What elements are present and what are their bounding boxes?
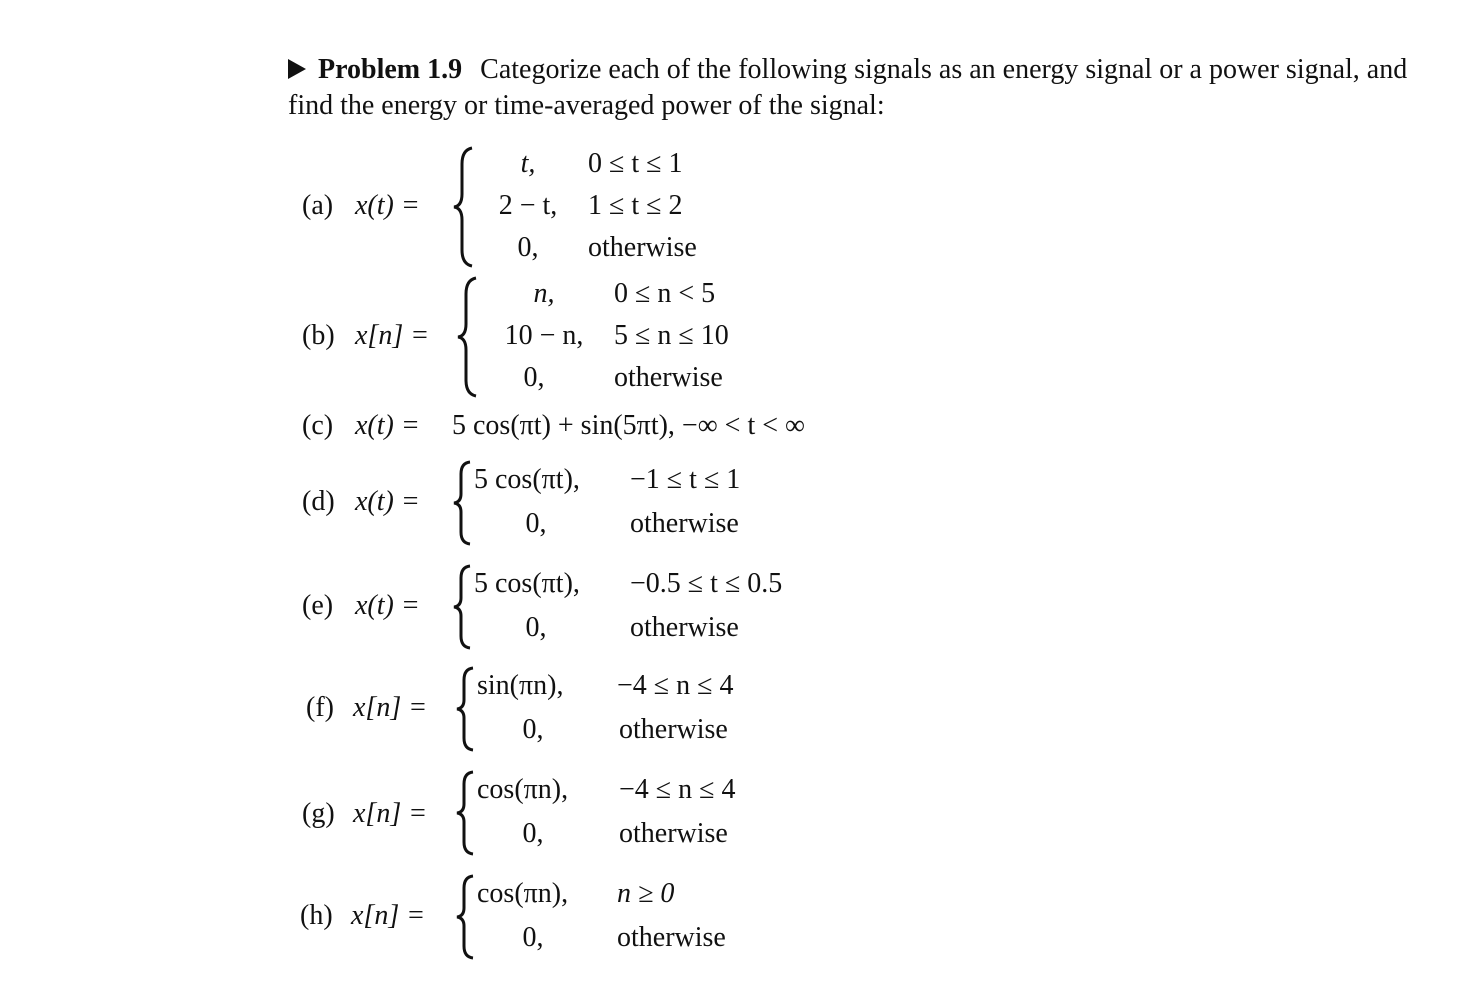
problem-statement bbox=[288, 52, 1438, 124]
case-expr: 0, bbox=[517, 232, 539, 263]
item-lhs: x(t) = bbox=[355, 410, 420, 441]
item-lhs: x(t) = bbox=[355, 486, 420, 517]
item-label: (d) bbox=[302, 486, 335, 517]
left-brace-icon bbox=[455, 666, 477, 752]
item-label: (b) bbox=[302, 320, 335, 351]
case-expr: 5 cos(πt), bbox=[474, 568, 580, 599]
item-label: (g) bbox=[302, 798, 335, 829]
item-lhs: x(t) = bbox=[355, 190, 420, 221]
case-cond: 0 ≤ n < 5 bbox=[614, 278, 716, 309]
triangle-arrow-icon bbox=[288, 59, 306, 79]
case-expr: cos(πn), bbox=[477, 878, 569, 909]
left-brace-icon bbox=[455, 770, 477, 856]
case-cond: otherwise bbox=[619, 818, 728, 849]
left-brace-icon bbox=[452, 146, 476, 268]
case-expr: 2 − t, bbox=[498, 190, 558, 221]
case-cond: otherwise bbox=[630, 508, 739, 539]
case-expr: 0, bbox=[522, 714, 544, 745]
case-expr: 0, bbox=[525, 612, 547, 643]
case-cond: n ≥ 0 bbox=[617, 878, 675, 909]
item-lhs: x[n] = bbox=[355, 320, 430, 351]
case-cond: −1 ≤ t ≤ 1 bbox=[630, 464, 741, 495]
case-cond: otherwise bbox=[588, 232, 697, 263]
case-cond: 1 ≤ t ≤ 2 bbox=[588, 190, 683, 221]
item-label: (f) bbox=[306, 692, 334, 723]
left-brace-icon bbox=[456, 276, 480, 398]
case-expr: sin(πn), bbox=[477, 670, 564, 701]
case-cond: −0.5 ≤ t ≤ 0.5 bbox=[630, 568, 783, 599]
left-brace-icon bbox=[455, 874, 477, 960]
case-cond: 5 ≤ n ≤ 10 bbox=[614, 320, 729, 351]
item-expression: 5 cos(πt) + sin(5πt), −∞ < t < ∞ bbox=[452, 410, 805, 441]
case-cond: otherwise bbox=[630, 612, 739, 643]
case-expr: 0, bbox=[525, 508, 547, 539]
case-cond: −4 ≤ n ≤ 4 bbox=[617, 670, 734, 701]
item-label: (h) bbox=[300, 900, 333, 931]
problem-text: Categorize each of the following signals as an energy signal or a power signal, and find the energy or time-averaged power of the signal: bbox=[288, 54, 1408, 121]
left-brace-icon bbox=[452, 460, 474, 546]
item-label: (c) bbox=[302, 410, 334, 441]
problem-label: Problem 1.9 bbox=[318, 54, 463, 85]
case-cond: otherwise bbox=[619, 714, 728, 745]
case-expr: 0, bbox=[522, 922, 544, 953]
case-cond: otherwise bbox=[614, 362, 723, 393]
case-cond: 0 ≤ t ≤ 1 bbox=[588, 148, 683, 179]
item-lhs: x(t) = bbox=[355, 590, 420, 621]
case-expr: 0, bbox=[523, 362, 545, 393]
case-cond: −4 ≤ n ≤ 4 bbox=[619, 774, 736, 805]
item-lhs: x[n] = bbox=[351, 900, 426, 931]
case-expr: n, bbox=[533, 278, 555, 309]
item-lhs: x[n] = bbox=[353, 692, 428, 723]
case-expr: t, bbox=[520, 148, 536, 179]
item-label: (e) bbox=[302, 590, 334, 621]
case-cond: otherwise bbox=[617, 922, 726, 953]
case-expr: 0, bbox=[522, 818, 544, 849]
item-lhs: x[n] = bbox=[353, 798, 428, 829]
case-expr: 5 cos(πt), bbox=[474, 464, 580, 495]
case-expr: cos(πn), bbox=[477, 774, 569, 805]
case-expr: 10 − n, bbox=[504, 320, 584, 351]
left-brace-icon bbox=[452, 564, 474, 650]
item-label: (a) bbox=[302, 190, 334, 221]
